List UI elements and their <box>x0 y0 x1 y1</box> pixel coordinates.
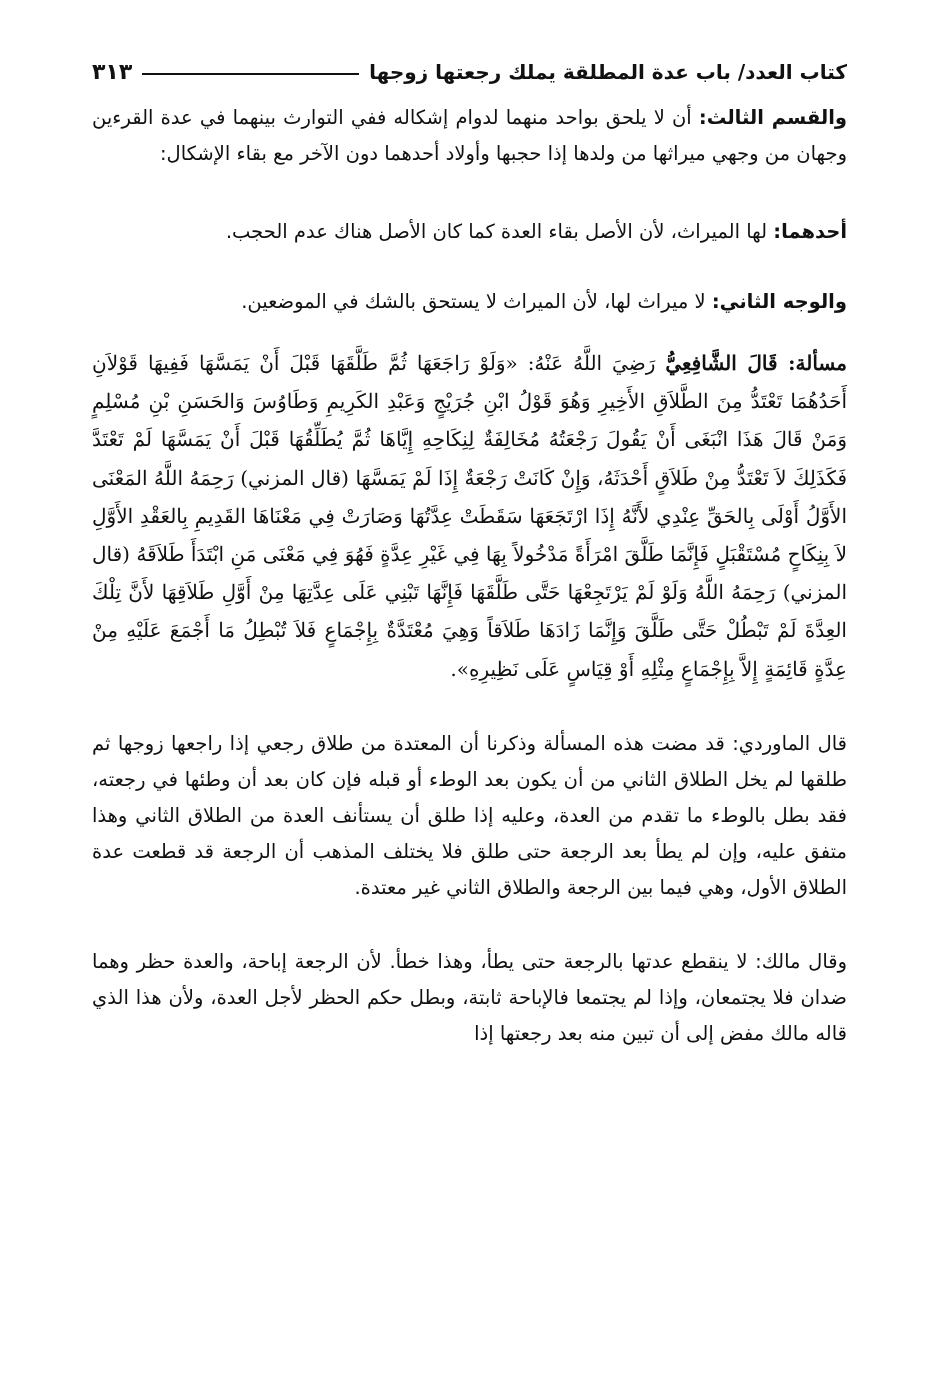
paragraph-first-view <box>92 214 847 250</box>
paragraph-second-view <box>92 284 847 320</box>
page-number: ٣١٣ <box>92 59 133 85</box>
paragraph-lead: أحدهما: <box>773 220 847 243</box>
paragraph-lead: والوجه الثاني: <box>711 290 847 313</box>
paragraph-lead: مسألة: قَالَ الشَّافِعِيُّ <box>665 351 847 375</box>
paragraph-text: لها الميراث، لأن الأصل بقاء العدة كما كان الأصل هناك عدم الحجب. <box>225 220 774 243</box>
running-header <box>92 52 847 92</box>
paragraph-text: رَضِيَ اللَّهُ عَنْهُ: «وَلَوْ رَاجَعَهَا ثُمَّ طَلَّقَهَا قَبْلَ أَنْ يَمَسَّهَا فَفِيهَا قَوْلاَنِ أَحَدُهُمَا تَعْتَدُّ مِنَ الطَّلاَقِ الأَخِيرِ وَهُوَ قَوْلُ ابْنِ جُرَيْجٍ وَعَبْدِ الكَرِيمِ وَطَاوُسَ وَالحَسَنِ بْنِ مُسْلِمٍ وَمَنْ قَالَ هَذَا انْبَغَى أَنْ يَقُولَ رَجْعَتُهُ مُخَالِفَةٌ لِنِكَاحِهِ إِيَّاهَا ثُمَّ يُطَلِّقُهَا قَبْلَ أَنْ يَمَسَّهَا لَمْ تَعْتَدَّ فَكَذَلِكَ لاَ تَعْتَدُّ مِنْ طَلاَقٍ أَحْدَثَهُ، وَإِنْ كَانَتْ رَجْعَةٌ إِذَا لَمْ يَمَسَّهَا (قال المزني) رَحِمَهُ اللَّهُ المَعْنَى الأَوَّلُ أَوْلَى بِالحَقِّ عِنْدِي لأَنَّهُ إِذَا ارْتَجَعَهَا سَقَطَتْ عِدَّتُهَا وَصَارَتْ فِي مَعْنَاهَا القَدِيمِ بِالعَقْدِ الأَوَّلِ لاَ بِنِكَاحٍ مُسْتَقْبَلٍ فَإِنَّمَا طَلَّقَ امْرَأَةً مَدْخُولاً بِهَا فِي غَيْرِ عِدَّةٍ فَهُوَ فِي مَعْنَى مَنِ ابْتَدَأَ طَلاَقَهُ (قال المزني) رَحِمَهُ اللَّهُ وَلَوْ لَمْ يَرْتَجِعْهَا حَتَّى طَلَّقَهَا فَإِنَّهَا تَبْنِي عَلَى عِدَّتِهَا مِنْ أَوَّلِ طَلاَقِهَا لأَنَّ تِلْكَ العِدَّةَ لَمْ تَبْطُلْ حَتَّى طَلَّقَ وَإِنَّمَا زَادَهَا طَلاَقاً وَهِيَ مُعْتَدَّةٌ بِإِجْمَاعٍ فَلاَ تُبْطِلُ مَا أَجْمَعَ عَلَيْهِ مِنْ عِدَّةٍ قَائِمَةٍ إِلاَّ بِإِجْمَاعٍ مِثْلِهِ أَوْ قِيَاسٍ عَلَى نَظِيرِهِ». <box>92 351 847 681</box>
paragraph-text: لا ميراث لها، لأن الميراث لا يستحق بالشك في الموضعين. <box>241 290 712 313</box>
paragraph-shafii-issue <box>92 344 847 688</box>
paragraph-lead: والقسم الثالث: <box>698 106 847 129</box>
paragraph-mawardi <box>92 726 847 906</box>
paragraph-malik <box>92 944 847 1052</box>
paragraph-text: قال الماوردي: قد مضت هذه المسألة وذكرنا أن المعتدة من طلاق رجعي إذا راجعها زوجها ثم طلقها لم يخل الطلاق الثاني من أن يكون بعد الوطء أو قبله فإن كان بعد أن وطئها في رجعته، فقد بطل بالوطء ما تقدم من العدة، وعليه إذا طلق أن يستأنف العدة من الطلاق الثاني وهذا متفق عليه، وإن لم يطأ بعد الرجعة حتى طلق فلا يختلف المذهب أن الرجعة قد قطعت عدة الطلاق الأول، وهي فيما بين الرجعة والطلاق الثاني غير معتدة. <box>92 731 847 899</box>
header-title: كتاب العدد/ باب عدة المطلقة يملك رجعتها زوجها <box>369 60 847 84</box>
book-page <box>92 52 847 1052</box>
header-rule <box>142 73 359 75</box>
paragraph-text: أن لا يلحق بواحد منهما لدوام إشكاله ففي التوارث بينهما في عدة القرءين وجهان من وجهي ميراثها من ولدها إذا حجبها وأولاد أحدهما دون الآخر مع بقاء الإشكال: <box>92 106 847 165</box>
paragraph-text: وقال مالك: لا ينقطع عدتها بالرجعة حتى يطأ، وهذا خطأ. لأن الرجعة إباحة، والعدة حظر وهما ضدان فلا يجتمعان، وإذا لم يجتمعا فالإباحة ثابتة، وبطل حكم الحظر لأجل العدة، ولأن هذا الذي قاله مالك مفض إلى أن تبين منه بعد رجعتها إذا <box>92 949 847 1045</box>
paragraph-third-category <box>92 100 847 172</box>
